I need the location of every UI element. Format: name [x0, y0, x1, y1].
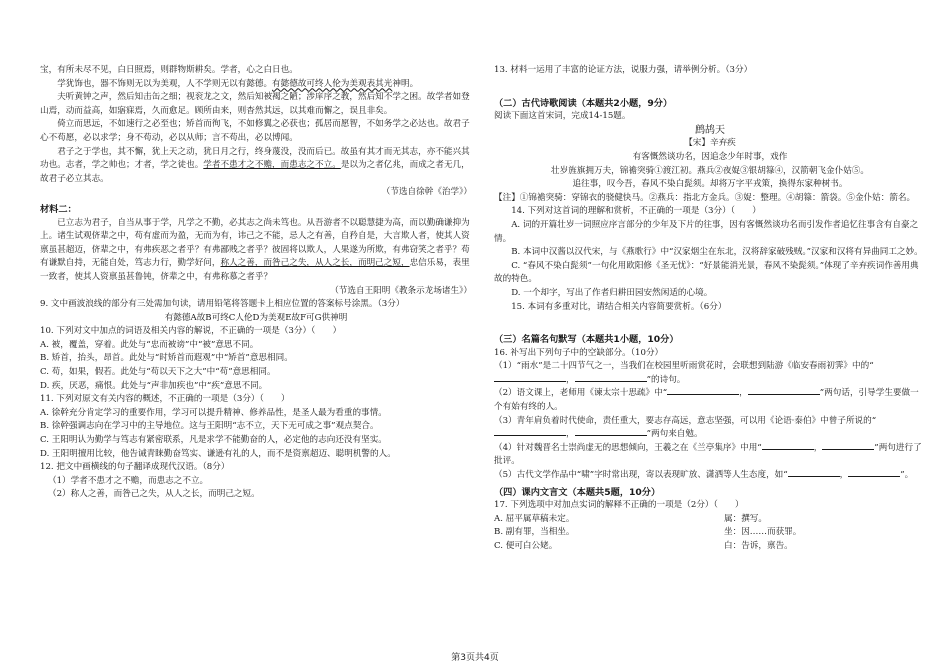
- passage-para-3: 夫听黄钟之声，然后知击缶之细；视衮龙之文，然后知被褐之陋；涉庠序之教，然后知不学之困。故学者如登山焉，动而益高，如寤寐焉，久而愈足。顾所由来，则杳然其远，以其难而懈之，误且非矣。: [40, 92, 470, 116]
- blank-3a[interactable]: [494, 435, 566, 436]
- question-11-option-c: C. 王阳明认为勤学与笃志有紧密联系，凡是求学不能勤奋的人，必定他的志向还没有坚实。: [40, 435, 387, 446]
- right-column: [494, 64, 926, 554]
- question-10: 10. 下列对文中加点的词语及相关内容的解说，不正确的一项是（3分）（ ）: [40, 326, 342, 337]
- question-14-option-b: B. 本词中汉酱以汉代宋，与《燕歌行》中“汉家烟尘在东北，汉将辞家破残贼。”汉家和汉将有异曲同工之妙。: [511, 247, 923, 258]
- poem-line-1: 壮岁旌旗拥万夫，锦襜突骑①渡江初。燕兵②夜娖③银胡簶④，汉箭朝飞金仆姑⑤。: [551, 165, 869, 176]
- question-17-option-a: A. 屈平属草稿未定。 属：撰写。: [494, 513, 767, 524]
- question-14: 14. 下列对这首词的理解和赏析，不正确的一项是（3分）（ ）: [511, 206, 761, 217]
- answer-space: [494, 78, 926, 86]
- question-12-item-2: （2）称人之善，而咎己之失，从人之长，而明己之短。: [48, 489, 260, 500]
- question-14-option-c: C. “春风不染白髭须”一句化用欧阳修《圣无忧》：“好景能消光景，春风不染髭须。”体现了辛弃疾词作善用典故的特色。: [494, 260, 919, 285]
- blank-4a[interactable]: [762, 449, 814, 450]
- blank-5b[interactable]: [848, 476, 900, 477]
- blank-5a[interactable]: [788, 476, 840, 477]
- left-column: [40, 64, 472, 502]
- blank-4b[interactable]: [822, 449, 874, 450]
- section-3-title: （三）名篇名句默写（本题共1小题，10分）: [494, 334, 679, 346]
- answer-space: [494, 314, 926, 322]
- question-9: 9. 文中画波浪线的部分有三处需加句读，请用铅笔将答题卡上相应位置的答案标号涂黑。（3分）: [40, 299, 405, 310]
- passage-para-5: 君子之于学也，其不懈，犹上天之动，犹日月之行，终身蔑没，没而后已。故虽有其才而无其志，亦不能兴其功也。志者，学之帅也；才者，学之徒也。学者不患才之不赡，而患志之不立。是以为之者亿兆，而成之者无几，故君子必立其志。: [40, 146, 470, 184]
- question-16-item-4: （4）针对魏晋名士崇尚虚无的思想倾向，王羲之在《兰亭集序》中用“ ， ”两句进行了批评。: [494, 442, 922, 467]
- blank-3b[interactable]: [575, 435, 647, 436]
- blank-1b[interactable]: [575, 381, 647, 382]
- question-12-item-1: （1）学者不患才之不赡，而患志之不立。: [48, 475, 209, 486]
- passage-para-1: 宝，有所未尽不见，白日照焉，则群物斯耕矣。学者，心之白日也。: [40, 65, 298, 75]
- question-16-item-3: （3）青年肩负着时代使命，责任重大，要志存高远，意志坚强，可以用《论语·泰伯》中曾子所说的“， ”两句来自勉。: [494, 415, 877, 440]
- question-9-text: 有懿德A故B可终C人伦D为美观E故F可G供神明: [164, 312, 348, 323]
- blank-1a[interactable]: [494, 381, 566, 382]
- material-2-title: 材料二：: [40, 203, 77, 215]
- material-2-text: 已立志为君子，自当从事于学，凡学之不勤，必其志之尚未笃也。从吾游者不以聪慧捷为高，而以勤确谦抑为上。诸生试观侪辈之中，苟有虚而为盈，无而为有，讳己之不能，忌人之有善，自矜自是，大言欺人者，使其人资禀虽甚超迈，侪辈之中，有弗疾恶之者乎？有弗鄙贱之者乎？彼固将以欺人，人果遂为所欺，有弗窃笑之者乎？苟有谦默自持，无能自处，笃志力行，勤学好问，称人之善，而咎己之失，从人之长，而明己之短，忠信乐易，表里一致者，使其人资禀虽甚鲁钝，侪辈之中，有弗称慕之者乎？: [40, 217, 470, 282]
- poem-preface: 有客慨然谈功名，因追念少年时事，戏作: [632, 151, 788, 162]
- question-14-option-d: D. 一个却字，写出了作者归耕田园安然闲适的心境。: [511, 287, 713, 298]
- blank-2a[interactable]: [667, 394, 739, 395]
- source-note-2: （节选自王阳明《教条示龙场诸生》）: [330, 285, 472, 296]
- answer-space: [494, 322, 926, 330]
- poem-title: 鹧鸪天: [695, 124, 725, 136]
- question-11-option-d: D. 王阳明擅用比较，他告诫青睐勤奋笃实、谦逊有礼的人，而不是资禀超迈、聪明机警的人。: [40, 448, 396, 459]
- passage-para-4: 倚立而思远，不如速行之必至也；矫首而徇飞，不如修翼之必获也；孤居而愿智，不如务学之必达也。故君子心不苟愿，必以求学；身不苟动，必以从师；言不苟出，必以博闻。: [40, 119, 470, 143]
- question-14-option-a: A. 词的开篇壮岁一词照应序言部分的少年及下片的往事，因有客慨然谈功名而引发作者追忆往事含有自豪之情。: [494, 219, 919, 244]
- page-footer: 第3页共4页: [451, 653, 499, 663]
- question-13: 13. 材料一运用了丰富的论证方法，说服力强，请举例分析。（3分）: [494, 65, 753, 75]
- blank-2b[interactable]: [748, 394, 820, 395]
- question-16: 16. 补写出下列句子中的空缺部分。（10分）: [494, 347, 664, 358]
- passage-para-2: 学犹饰也，器不饰则无以为美观，人不学则无以有懿德。有懿德故可终人伦为美观表其光神明。: [57, 78, 419, 89]
- underlined-sentence-2: 称人之善，而咎己之失，从人之长，而明己之短，: [220, 258, 410, 269]
- question-15: 15. 本词有多重对比，请结合相关内容简要赏析。（6分）: [511, 301, 727, 312]
- question-10-option-b: B. 矫首，抬头，昂首。此处与“时矫首而遐观”中“矫首”意思相同。: [40, 353, 293, 364]
- question-16-item-1: （1）“雨水”是二十四节气之一，当我们在校园里听雨赏花时，会联想到陆游《临安春雨初霁》中的“， ”的诗句。: [494, 361, 874, 385]
- question-17-option-b: B. 副有罪，当相坐。 坐：因……而获罪。: [494, 527, 802, 538]
- question-11-option-b: B. 徐幹强调志向在学习中的主导地位。这与王阳明“志不立，天下无可成之事”观点契合。: [40, 421, 379, 432]
- question-16-item-5: （5）古代文学作品中“啸”字时常出现，寄以表现旷放、潇洒等人生态度，如“ ， ”。: [494, 470, 914, 481]
- answer-space: [494, 86, 926, 94]
- wavy-underlined-text: 有懿德故可终人伦为美观表其光: [272, 78, 393, 89]
- section-2-intro: 阅读下面这首宋词，完成14-15题。: [494, 111, 631, 122]
- question-16-item-2: （2）语文课上，老师用《谏太宗十思疏》中“ ， ”两句话，引导学生要做一个有始有终的人。: [494, 388, 919, 413]
- source-note-1: （节选自徐幹《治学》）: [381, 187, 472, 198]
- question-10-option-a: A. 被，覆盖，穿着。此处与“忠而被谤”中“被”意思不同。: [40, 339, 259, 350]
- poem-notes: 【注】①锦襜突骑：穿锦衣的骁健快马。②燕兵：指北方金兵。③娖：整理。④胡簶：箭袋。⑤金仆姑：箭名。: [494, 192, 916, 203]
- question-11: 11. 下列对原文有关内容的概述，不正确的一项是（3分）（ ）: [40, 394, 290, 405]
- question-10-option-d: D. 疾，厌恶，痛恨。此处与“声非加疾也”中“疾”意思不同。: [40, 380, 268, 391]
- section-2-title: （二）古代诗歌阅读（本题共2小题，9分）: [494, 97, 673, 109]
- underlined-sentence-1: 学者不患才之不赡，而患志之不立。: [203, 160, 341, 171]
- question-11-option-a: A. 徐幹充分肯定学习的重要作用，学习可以提升精神、修养品性，是圣人最为看重的事情。: [40, 407, 387, 418]
- poem-author: 【宋】辛弃疾: [684, 138, 736, 149]
- section-4-title: （四）课内文言文（本题共5题，10分）: [494, 486, 661, 498]
- poem-line-2: 追往事，叹今吾，春风不染白髭须。却将万字平戎策，换得东家种树书。: [572, 179, 848, 190]
- question-17-option-c: C. 便可白公姥。 白：告诉，禀告。: [494, 541, 793, 551]
- question-10-option-c: C. 苟，如果，假若。此处与“苟以天下之大”中“苟”意思相同。: [40, 367, 276, 378]
- question-17: 17. 下列选项中对加点实词的解释不正确的一项是（2分）（ ）: [494, 500, 744, 511]
- question-12: 12. 把文中画横线的句子翻译成现代汉语。（8分）: [40, 462, 230, 473]
